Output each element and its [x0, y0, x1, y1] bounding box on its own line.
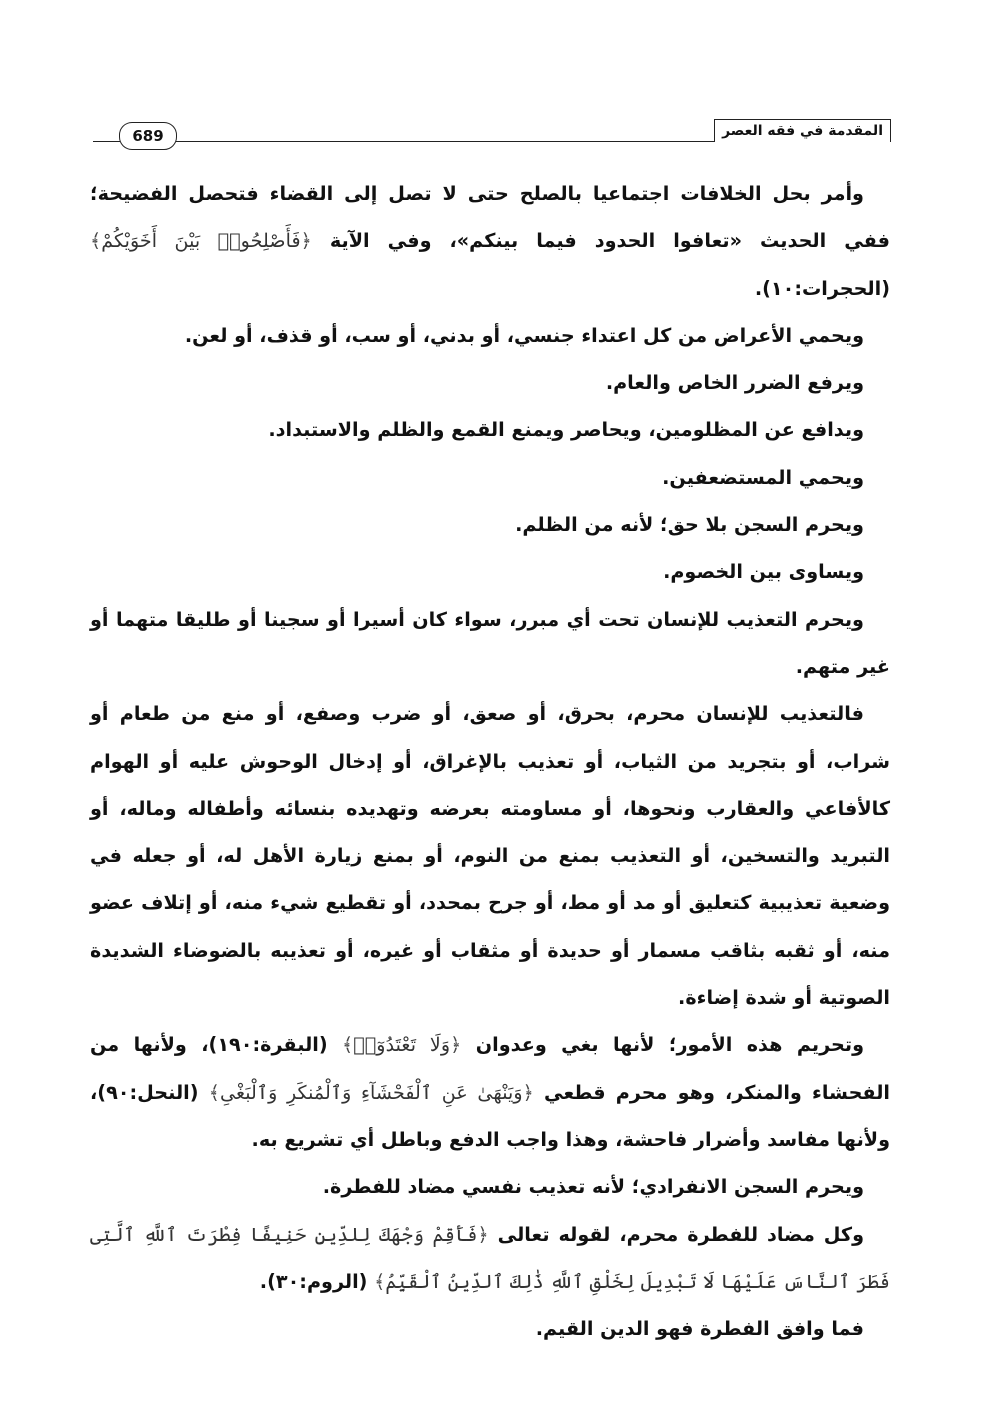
ornate-bracket-close-icon: ﴾ — [342, 1033, 354, 1057]
paragraph-text: (النحل:٩٠)، ولأنها مفاسد وأضرار فاحشة، وهذا واجب الدفع وباطل أي تشريع به. — [90, 1080, 890, 1151]
quran-verse: فَأَصْلِحُوا۟ بَيْنَ أَخَوَيْكُمْ — [101, 229, 301, 253]
page-header — [93, 118, 891, 145]
paragraph-prohibit-prison: ويحرم السجن بلا حق؛ لأنه من الظلم. — [515, 513, 864, 537]
paragraph-text: (البقرة:١٩٠)، ولأنها من الفحشاء والمنكر، وهو محرم قطعي — [90, 1033, 890, 1104]
ornate-bracket-close-icon: ﴾ — [374, 1269, 386, 1293]
paragraph-conclusion: فما وافق الفطرة فهو الدين القيم. — [535, 1317, 864, 1341]
paragraph-solitary-confinement: ويحرم السجن الانفرادي؛ لأنه تعذيب نفسي مضاد للفطرة. — [322, 1175, 864, 1199]
paragraph-protect-honor: ويحمي الأعراض من كل اعتداء جنسي، أو بدني، أو سب، أو قذف، أو لعن. — [184, 323, 864, 347]
paragraph-fitrah — [90, 1211, 890, 1306]
ornate-bracket-open-icon: ﴿ — [477, 1222, 489, 1246]
paragraph-text: وأمر بحل الخلافات اجتماعيا بالصلح حتى لا تصل إلى القضاء فتحصل الفضيحة؛ ففي الحديث «تعافوا الحدود فيما بينكم»، وفي الآية — [90, 182, 890, 253]
quran-verse: وَيَنْهَىٰ عَنِ ٱلْفَحْشَآءِ وَٱلْمُنكَرِ وَٱلْبَغْىِ — [219, 1080, 523, 1104]
paragraph-torture-prohibition — [90, 1021, 890, 1163]
verse-reference: (الروم:٣٠). — [259, 1269, 375, 1293]
paragraph-text: وكل مضاد للفطرة محرم، لقوله تعالى — [488, 1222, 864, 1246]
ornate-bracket-open-icon: ﴿ — [300, 229, 312, 253]
paragraph-equality: ويساوى بين الخصوم. — [663, 560, 864, 584]
paragraph-text: وتحريم هذه الأمور؛ لأنها بغي وعدوان — [461, 1033, 865, 1057]
paragraph-torture-forms: فالتعذيب للإنسان محرم، بحرق، أو صعق، أو ضرب وصفع، أو منع من طعام أو شراب، أو بتجريد من الثياب، أو تعذيب بالإغراق، أو إدخال الوحوش عليه أو الهوام كالأفاعي والعقارب ونحوها، أو مساومته بعرضه وتهديده بنسائه وأطفاله وماله، أو التبريد والتسخين، أو التعذيب بمنع من النوم، أو بمنع زيارة الأهل له، أو جعله في وضعية تعذيبية كتعليق أو مد أو مط، أو جرح بمحدد، أو تقطيع شيء منه، أو إتلاف عضو منه، أو ثقبه بثاقب مسمار أو حديدة أو مثقاب أو غيره، أو تعذيبه بالضوضاء الشديدة الصوتية أو شدة إضاءة. — [90, 702, 890, 1010]
ornate-bracket-close-icon: ﴾ — [208, 1080, 220, 1104]
page-number: 689 — [119, 122, 177, 150]
page-body — [90, 170, 890, 1352]
paragraph-prohibit-torture: ويحرم التعذيب للإنسان تحت أي مبرر، سواء كان أسيرا أو سجينا أو طليقا متهما أو غير متهم. — [90, 607, 890, 678]
ornate-bracket-open-icon: ﴿ — [522, 1080, 534, 1104]
book-title: المقدمة في فقه العصر — [714, 119, 891, 142]
quran-verse: فَأَقِمْ وَجْهَكَ لِلدِّينِ حَنِيفًا فِطْرَتَ ٱللَّهِ ٱلَّتِى فَطَرَ ٱلنَّاسَ عَلَيْهَا لَا تَبْدِيلَ لِخَلْقِ ٱللَّهِ ذَٰلِكَ ٱلدِّينُ ٱلْقَيِّمُ — [90, 1222, 890, 1293]
paragraph-reconciliation — [90, 170, 890, 312]
ornate-bracket-close-icon: ﴾ — [90, 229, 102, 253]
paragraph-defend-oppressed: ويدافع عن المظلومين، ويحاصر ويمنع القمع والظلم والاستبداد. — [268, 418, 864, 442]
paragraph-protect-weak: ويحمي المستضعفين. — [662, 465, 864, 489]
verse-reference: (الحجرات:١٠). — [754, 276, 890, 300]
quran-verse: وَلَا تَعْتَدُوٓا۟ — [353, 1033, 451, 1057]
paragraph-remove-harm: ويرفع الضرر الخاص والعام. — [605, 371, 864, 395]
ornate-bracket-open-icon: ﴿ — [450, 1033, 462, 1057]
